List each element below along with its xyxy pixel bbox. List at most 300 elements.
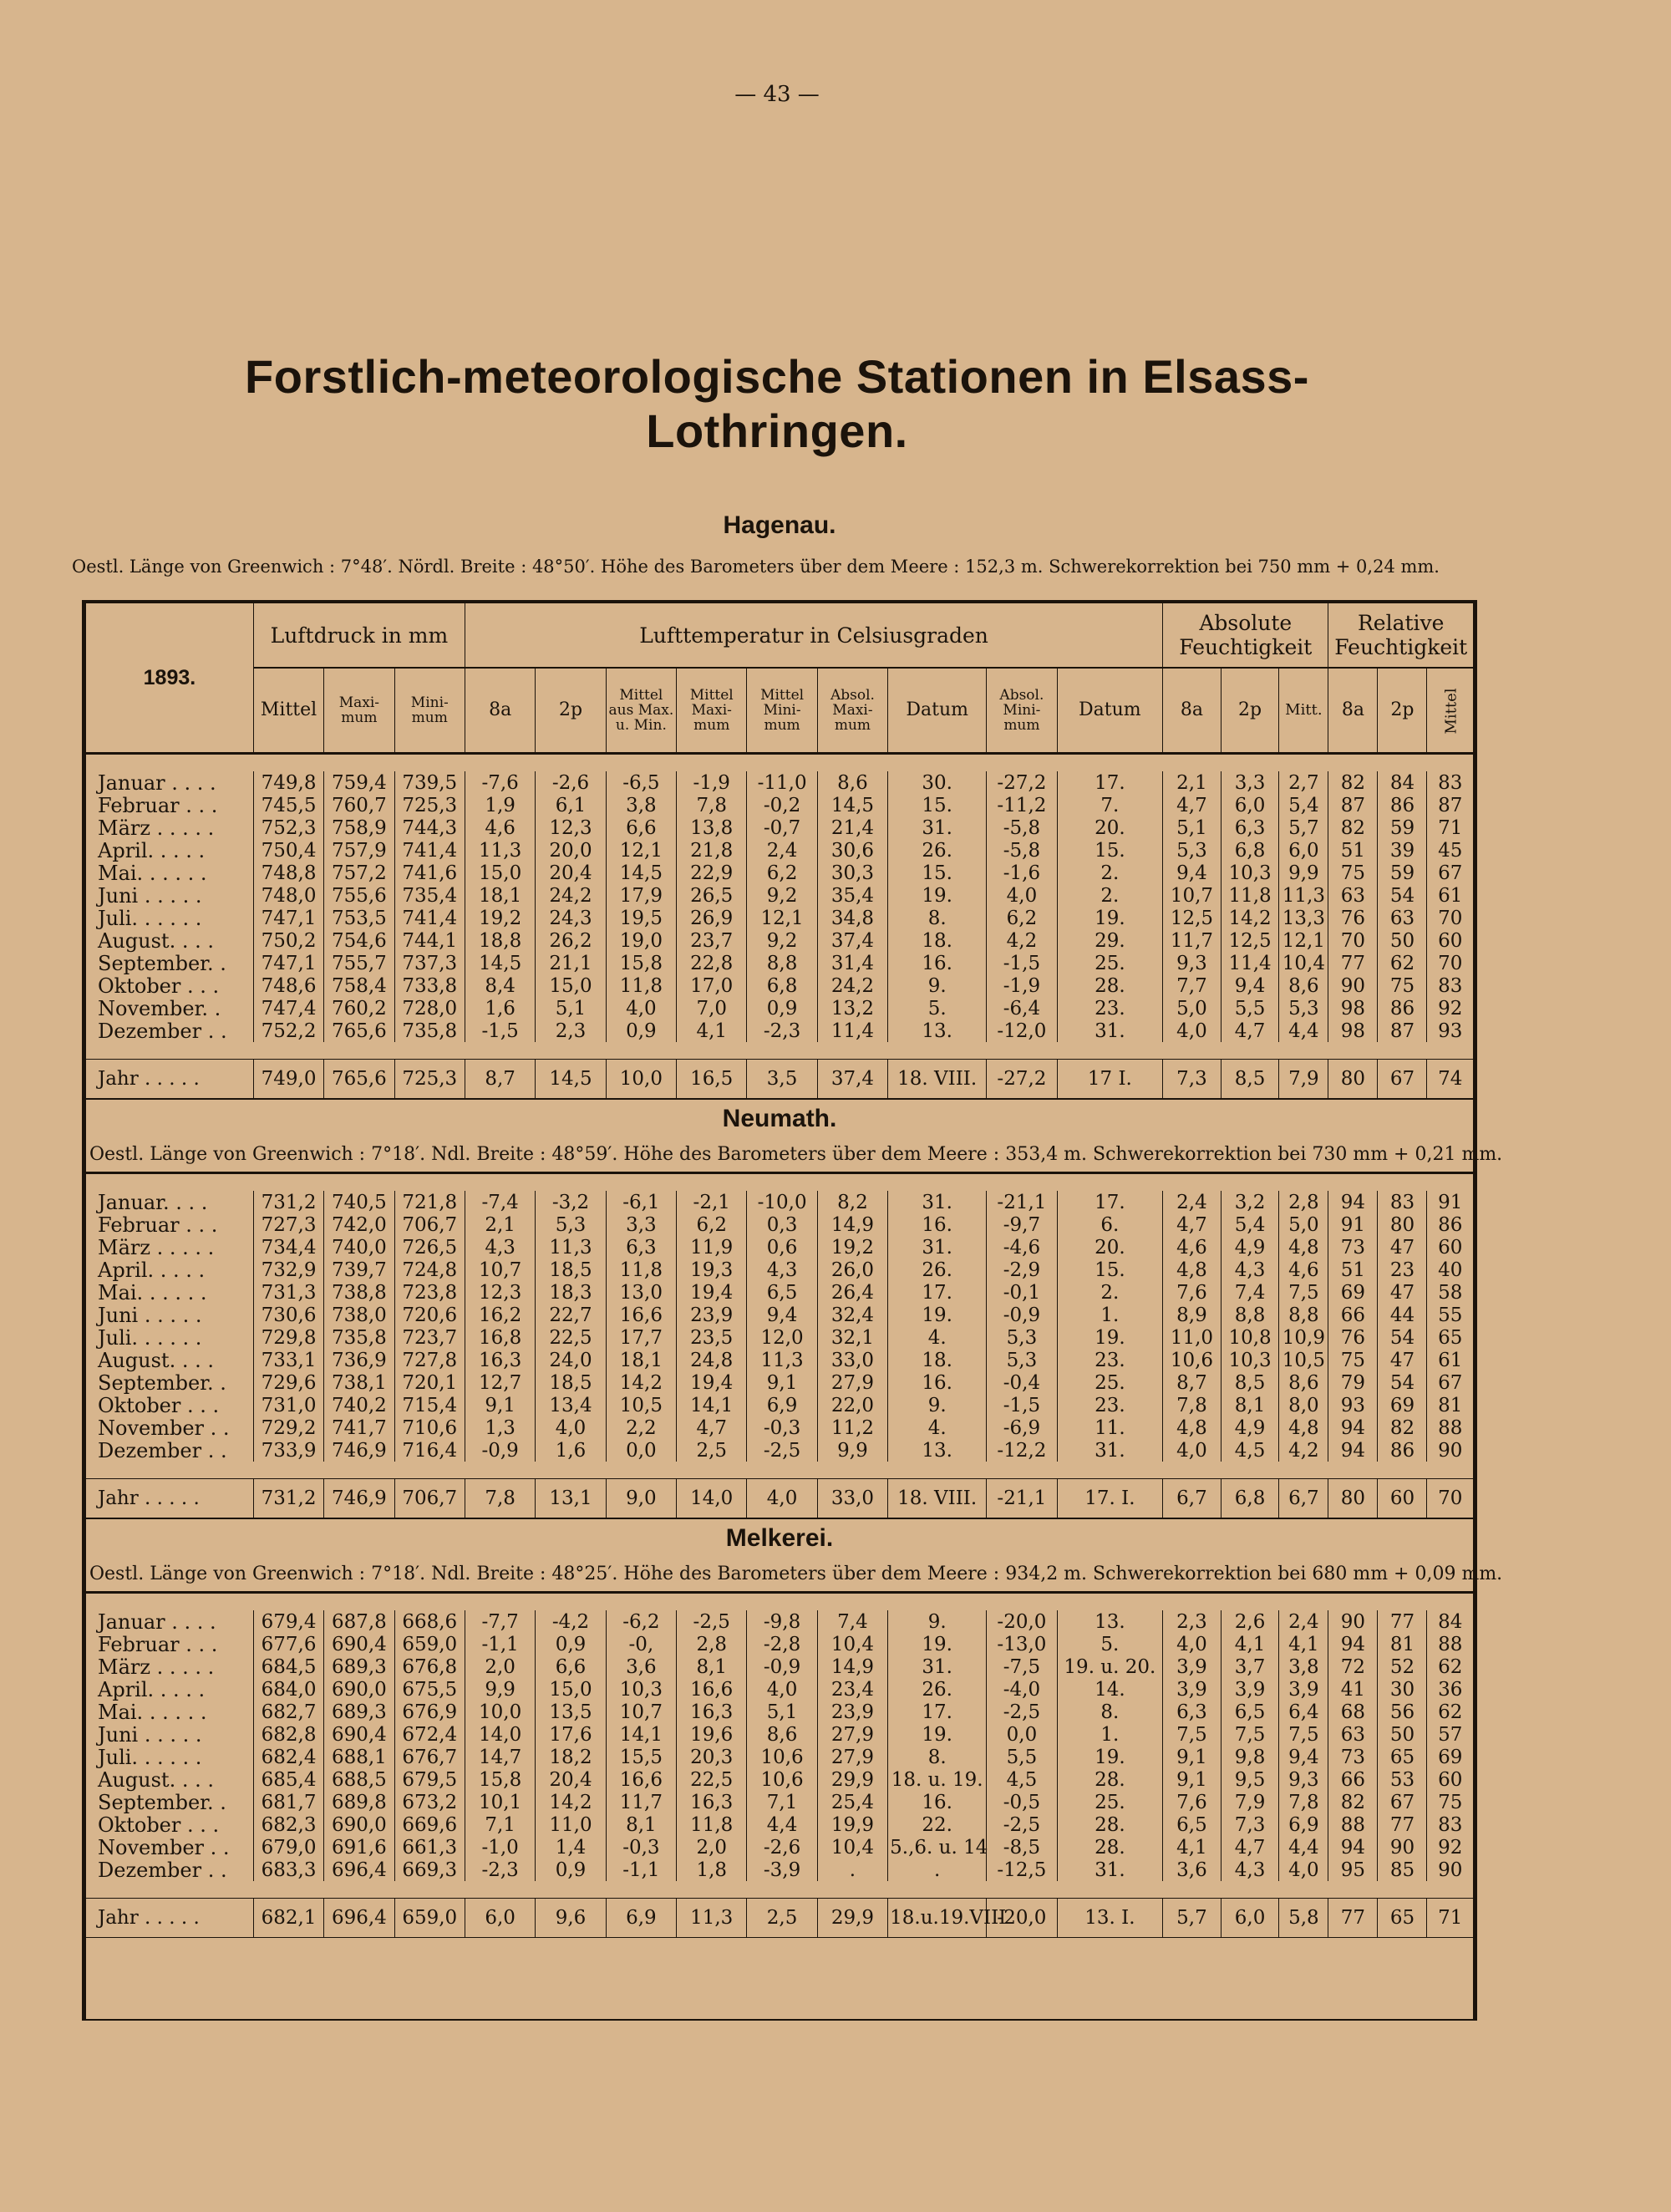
- table-cell: 4,7: [677, 1416, 747, 1439]
- table-cell: 10,3: [1221, 1349, 1279, 1371]
- table-cell: -4,2: [536, 1610, 606, 1633]
- table-cell: 17.: [888, 1281, 987, 1304]
- year-cell: 17 I.: [1057, 1060, 1163, 1100]
- year-cell: 682,1: [253, 1899, 323, 1938]
- table-cell: 17,9: [606, 884, 676, 907]
- table-cell: 2,7: [1279, 771, 1328, 794]
- table-cell: 10,4: [817, 1836, 887, 1859]
- table-row: [86, 1191, 1473, 1213]
- table-cell: 22,5: [677, 1768, 747, 1791]
- table-cell: 4,1: [1221, 1633, 1279, 1655]
- table-body: [86, 755, 1503, 1938]
- table-cell: 0,0: [606, 1439, 676, 1462]
- table-cell: 81: [1378, 1633, 1427, 1655]
- table-cell: 669,3: [394, 1859, 465, 1881]
- table-cell: -7,4: [465, 1191, 535, 1213]
- table-cell: 4,0: [1163, 1020, 1222, 1042]
- table-cell: -1,5: [465, 1020, 535, 1042]
- year-cell: -21,1: [987, 1479, 1057, 1519]
- table-cell: 15.: [1057, 1259, 1163, 1281]
- table-cell: 19,4: [677, 1281, 747, 1304]
- table-cell: 741,4: [394, 907, 465, 929]
- table-cell: 744,1: [394, 929, 465, 952]
- table-cell: 70: [1427, 952, 1473, 974]
- table-cell: 98: [1328, 997, 1378, 1020]
- table-cell: 669,6: [394, 1813, 465, 1836]
- table-cell: 675,5: [394, 1678, 465, 1701]
- spacer-row: [86, 755, 1473, 771]
- table-cell: 8,0: [1279, 1394, 1328, 1416]
- table-cell: 4,4: [747, 1813, 817, 1836]
- year-cell: 7,8: [465, 1479, 535, 1519]
- month-label: Oktober . . .: [98, 1393, 220, 1417]
- table-cell: 98: [1328, 1020, 1378, 1042]
- table-cell: 5,5: [1221, 997, 1279, 1020]
- station-coordinates: Oestl. Länge von Greenwich : 7°18′. Ndl. Breite : 48°59′. Höhe des Barometers über dem Meere : 353,4 m. Schwerekorrektion bei 730 mm + 0,21 mm.: [86, 1138, 1473, 1173]
- table-cell: 682,8: [253, 1723, 323, 1746]
- spacer-row: [86, 1593, 1473, 1611]
- table-cell: 16,6: [606, 1768, 676, 1791]
- table-row: [86, 816, 1473, 839]
- table-row: [86, 997, 1473, 1020]
- table-cell: -11,2: [987, 794, 1057, 816]
- table-cell: 10,5: [606, 1394, 676, 1416]
- table-cell: 5,4: [1221, 1213, 1279, 1236]
- table-cell: 684,5: [253, 1655, 323, 1678]
- table-cell: 23,5: [677, 1326, 747, 1349]
- table-cell: -12,2: [987, 1439, 1057, 1462]
- table-cell: 18.: [888, 929, 987, 952]
- month-label: April. . . . .: [98, 838, 206, 862]
- table-cell: 11,3: [536, 1236, 606, 1259]
- table-cell: 6,4: [1279, 1701, 1328, 1723]
- table-cell: 757,9: [324, 839, 394, 862]
- month-label: Mai. . . . . .: [98, 1700, 207, 1724]
- table-cell: 720,6: [394, 1304, 465, 1326]
- temperature-group-heading: Lufttemperatur in Celsiusgraden: [465, 603, 1162, 668]
- table-cell: 7,5: [1163, 1723, 1222, 1746]
- table-cell: 13,3: [1279, 907, 1328, 929]
- table-cell: 729,6: [253, 1371, 323, 1394]
- table-cell: 17,0: [677, 974, 747, 997]
- table-cell: 19,5: [606, 907, 676, 929]
- table-cell: 9.: [888, 1610, 987, 1633]
- table-cell: 14,9: [817, 1655, 887, 1678]
- table-cell: 21,8: [677, 839, 747, 862]
- table-cell: 3,3: [606, 1213, 676, 1236]
- table-cell: 750,4: [253, 839, 323, 862]
- table-cell: 4.: [888, 1326, 987, 1349]
- table-cell: 67: [1378, 1791, 1427, 1813]
- year-cell: 37,4: [817, 1060, 887, 1100]
- table-cell: 61: [1427, 1349, 1473, 1371]
- table-cell: -1,5: [987, 1394, 1057, 1416]
- year-cell: 13. I.: [1057, 1899, 1163, 1938]
- table-cell: 1,3: [465, 1416, 535, 1439]
- year-cell: 6,7: [1163, 1479, 1222, 1519]
- table-cell: 94: [1328, 1836, 1378, 1859]
- table-cell: 57: [1427, 1723, 1473, 1746]
- month-label: Dezember . .: [98, 1019, 227, 1043]
- table-cell: 19.: [888, 1723, 987, 1746]
- table-cell: -3,9: [747, 1859, 817, 1881]
- table-cell: -6,5: [606, 771, 676, 794]
- table-cell: 5,3: [536, 1213, 606, 1236]
- spacer-row: [86, 1462, 1473, 1479]
- table-cell: -12,0: [987, 1020, 1057, 1042]
- month-label: Dezember . .: [98, 1438, 227, 1462]
- table-cell: 71: [1427, 816, 1473, 839]
- table-cell: 724,8: [394, 1259, 465, 1281]
- table-cell: 728,0: [394, 997, 465, 1020]
- table-cell: 3,9: [1163, 1678, 1222, 1701]
- year-cell: 33,0: [817, 1479, 887, 1519]
- table-cell: 14,7: [465, 1746, 535, 1768]
- table-cell: 10,3: [606, 1678, 676, 1701]
- table-cell: 24,2: [817, 974, 887, 997]
- table-cell: 75: [1427, 1791, 1473, 1813]
- table-cell: 661,3: [394, 1836, 465, 1859]
- table-cell: -0,3: [747, 1416, 817, 1439]
- table-cell: 672,4: [394, 1723, 465, 1746]
- col-temp-2p: 2p: [536, 668, 606, 754]
- table-cell: 5,1: [1163, 816, 1222, 839]
- table-row: [86, 1259, 1473, 1281]
- table-cell: 82: [1328, 1791, 1378, 1813]
- table-cell: 47: [1378, 1349, 1427, 1371]
- year-cell: -27,2: [987, 1060, 1057, 1100]
- table-cell: 7,8: [1163, 1394, 1222, 1416]
- table-cell: 690,0: [324, 1678, 394, 1701]
- table-cell: 11,8: [677, 1813, 747, 1836]
- month-label: Juli. . . . . .: [98, 1325, 202, 1350]
- table-cell: 682,4: [253, 1746, 323, 1768]
- table-cell: 40: [1427, 1259, 1473, 1281]
- table-cell: 734,4: [253, 1236, 323, 1259]
- month-label: Februar . . .: [98, 1632, 218, 1656]
- table-cell: 18,5: [536, 1259, 606, 1281]
- table-cell: 95: [1328, 1859, 1378, 1881]
- table-cell: 26,0: [817, 1259, 887, 1281]
- table-cell: 19.: [888, 1633, 987, 1655]
- table-cell: 79: [1328, 1371, 1378, 1394]
- page-number: — 43 —: [734, 82, 820, 107]
- table-cell: 31.: [888, 1236, 987, 1259]
- table-cell: -1,9: [987, 974, 1057, 997]
- table-cell: 61: [1427, 884, 1473, 907]
- month-label: Januar. . . .: [98, 1190, 208, 1214]
- table-cell: -2,5: [987, 1701, 1057, 1723]
- table-cell: 10,4: [817, 1633, 887, 1655]
- table-cell: 76: [1328, 1326, 1378, 1349]
- table-cell: 2,1: [1163, 771, 1222, 794]
- table-cell: 8,1: [1221, 1394, 1279, 1416]
- table-cell: 18,1: [606, 1349, 676, 1371]
- table-cell: 87: [1427, 794, 1473, 816]
- table-cell: 19,4: [677, 1371, 747, 1394]
- table-row: [86, 974, 1473, 997]
- table-cell: 752,3: [253, 816, 323, 839]
- year-cell: 77: [1328, 1899, 1378, 1938]
- table-cell: 88: [1328, 1813, 1378, 1836]
- table-cell: 24,8: [677, 1349, 747, 1371]
- table-cell: 31.: [1057, 1859, 1163, 1881]
- table-cell: 18,5: [536, 1371, 606, 1394]
- table-cell: 19,3: [677, 1259, 747, 1281]
- table-cell: 3,6: [1163, 1859, 1222, 1881]
- table-cell: 28.: [1057, 1836, 1163, 1859]
- table-cell: 2,4: [1163, 1191, 1222, 1213]
- table-row: [86, 1304, 1473, 1326]
- table-cell: 31.: [888, 1655, 987, 1678]
- table-cell: 32,1: [817, 1326, 887, 1349]
- table-cell: -2,6: [536, 771, 606, 794]
- table-cell: 8,7: [1163, 1371, 1222, 1394]
- table-cell: 8,2: [817, 1191, 887, 1213]
- col-rel-hum-mean-label: Mittel: [1443, 687, 1461, 735]
- table-cell: 18,2: [536, 1746, 606, 1768]
- table-cell: 740,0: [324, 1236, 394, 1259]
- table-cell: 14,0: [465, 1723, 535, 1746]
- table-cell: 7,3: [1221, 1813, 1279, 1836]
- table-cell: 77: [1328, 952, 1378, 974]
- table-cell: 3,8: [1279, 1655, 1328, 1678]
- table-cell: 8.: [888, 1746, 987, 1768]
- table-cell: 679,4: [253, 1610, 323, 1633]
- table-cell: 4,1: [677, 1020, 747, 1042]
- table-cell: 67: [1427, 862, 1473, 884]
- table-cell: 746,9: [324, 1439, 394, 1462]
- table-cell: 54: [1378, 1326, 1427, 1349]
- table-cell: 7,5: [1221, 1723, 1279, 1746]
- year-cell: 7,3: [1163, 1060, 1222, 1100]
- month-label: November . .: [98, 1416, 230, 1440]
- table-cell: -0,7: [747, 816, 817, 839]
- table-cell: 11.: [1057, 1416, 1163, 1439]
- table-cell: 727,8: [394, 1349, 465, 1371]
- table-cell: 0,0: [987, 1723, 1057, 1746]
- table-cell: 673,2: [394, 1791, 465, 1813]
- spacer-row: [86, 1042, 1473, 1060]
- month-label: März . . . . .: [98, 816, 215, 840]
- table-cell: 742,0: [324, 1213, 394, 1236]
- table-cell: 4,3: [1221, 1859, 1279, 1881]
- table-cell: 8.: [888, 907, 987, 929]
- table-cell: 19,0: [606, 929, 676, 952]
- table-cell: -2,5: [747, 1439, 817, 1462]
- table-cell: 35,4: [817, 884, 887, 907]
- table-cell: 24,2: [536, 884, 606, 907]
- table-cell: 66: [1328, 1304, 1378, 1326]
- table-cell: 749,8: [253, 771, 323, 794]
- table-cell: 30,6: [817, 839, 887, 862]
- year-cell: 4,0: [747, 1479, 817, 1519]
- table-cell: 690,4: [324, 1633, 394, 1655]
- table-cell: 15,0: [536, 1678, 606, 1701]
- table-cell: 681,7: [253, 1791, 323, 1813]
- table-cell: 6,8: [1221, 839, 1279, 862]
- station-heading-row: [86, 1099, 1473, 1138]
- station-name: Melkerei.: [86, 1518, 1473, 1558]
- month-label: September. .: [98, 951, 226, 975]
- table-cell: 26,2: [536, 929, 606, 952]
- year-cell: 6,9: [606, 1899, 676, 1938]
- table-cell: 10,4: [1279, 952, 1328, 974]
- table-cell: 757,2: [324, 862, 394, 884]
- table-cell: 7,0: [677, 997, 747, 1020]
- table-cell: 90: [1378, 1836, 1427, 1859]
- table-cell: 3,6: [606, 1655, 676, 1678]
- table-cell: 30: [1378, 1678, 1427, 1701]
- table-row: [86, 771, 1473, 794]
- table-cell: 6,3: [606, 1236, 676, 1259]
- year-label: Jahr . . . . .: [86, 1479, 253, 1519]
- table-cell: 16.: [888, 1791, 987, 1813]
- year-cell: 8,7: [465, 1060, 535, 1100]
- table-cell: 9,2: [747, 884, 817, 907]
- table-cell: 16.: [888, 1213, 987, 1236]
- table-cell: 6,1: [536, 794, 606, 816]
- table-cell: 80: [1378, 1213, 1427, 1236]
- table-cell: 4,0: [987, 884, 1057, 907]
- table-cell: 13,8: [677, 816, 747, 839]
- table-cell: 73: [1328, 1236, 1378, 1259]
- table-cell: 5.,6. u. 14: [888, 1836, 987, 1859]
- table-cell: 9,3: [1279, 1768, 1328, 1791]
- table-cell: 726,5: [394, 1236, 465, 1259]
- table-cell: 45: [1427, 839, 1473, 862]
- table-row: [86, 1701, 1473, 1723]
- table-cell: 4,4: [1279, 1836, 1328, 1859]
- table-cell: 758,4: [324, 974, 394, 997]
- table-row: [86, 1349, 1473, 1371]
- table-cell: 16,6: [606, 1304, 676, 1326]
- year-cell: 80: [1328, 1060, 1378, 1100]
- year-cell: 74: [1427, 1060, 1473, 1100]
- table-cell: 10,3: [1221, 862, 1279, 884]
- table-cell: -4,0: [987, 1678, 1057, 1701]
- table-cell: 685,4: [253, 1768, 323, 1791]
- table-cell: -0,4: [987, 1371, 1057, 1394]
- table-cell: 92: [1427, 997, 1473, 1020]
- year-cell: 3,5: [747, 1060, 817, 1100]
- table-cell: 3,2: [1221, 1191, 1279, 1213]
- table-cell: 727,3: [253, 1213, 323, 1236]
- table-cell: 94: [1328, 1191, 1378, 1213]
- table-cell: 14,9: [817, 1213, 887, 1236]
- table-cell: 69: [1427, 1746, 1473, 1768]
- table-row: [86, 1236, 1473, 1259]
- table-row: [86, 1326, 1473, 1349]
- table-cell: 6,8: [747, 974, 817, 997]
- table-cell: 5,0: [1163, 997, 1222, 1020]
- table-cell: 15.: [888, 862, 987, 884]
- table-cell: 689,8: [324, 1791, 394, 1813]
- month-label: November . .: [98, 1835, 230, 1859]
- table-cell: 63: [1378, 907, 1427, 929]
- table-cell: 19,9: [817, 1813, 887, 1836]
- table-cell: -8,5: [987, 1836, 1057, 1859]
- table-cell: 20.: [1057, 816, 1163, 839]
- table-cell: 682,7: [253, 1701, 323, 1723]
- table-cell: 90: [1328, 974, 1378, 997]
- table-cell: 720,1: [394, 1371, 465, 1394]
- table-cell: 7,7: [1163, 974, 1222, 997]
- table-cell: 76: [1328, 907, 1378, 929]
- table-cell: 24,3: [536, 907, 606, 929]
- table-cell: 15,8: [606, 952, 676, 974]
- table-cell: 4,3: [747, 1259, 817, 1281]
- table-cell: 81: [1427, 1394, 1473, 1416]
- table-cell: 12,5: [1163, 907, 1222, 929]
- table-cell: 750,2: [253, 929, 323, 952]
- table-cell: 687,8: [324, 1610, 394, 1633]
- year-cell: 6,0: [465, 1899, 535, 1938]
- year-cell: 70: [1427, 1479, 1473, 1519]
- table-cell: 731,3: [253, 1281, 323, 1304]
- year-cell: 17. I.: [1057, 1479, 1163, 1519]
- month-label: März . . . . .: [98, 1655, 215, 1679]
- table-cell: 15.: [1057, 839, 1163, 862]
- year-cell: 80: [1328, 1479, 1378, 1519]
- table-cell: 696,4: [324, 1859, 394, 1881]
- table-cell: 710,6: [394, 1416, 465, 1439]
- year-cell: -20,0: [987, 1899, 1057, 1938]
- table-cell: 75: [1328, 862, 1378, 884]
- table-cell: 659,0: [394, 1633, 465, 1655]
- table-cell: 14,5: [606, 862, 676, 884]
- col-temp-max-date: Datum: [888, 668, 987, 754]
- table-cell: 12,0: [747, 1326, 817, 1349]
- table-cell: 13,2: [817, 997, 887, 1020]
- table-cell: 19.: [888, 1304, 987, 1326]
- col-abs-hum-mean: Mitt.: [1279, 668, 1328, 754]
- table-row: [86, 1723, 1473, 1746]
- table-cell: 18,1: [465, 884, 535, 907]
- month-label: April. . . . .: [98, 1258, 206, 1282]
- table-cell: 2,0: [677, 1836, 747, 1859]
- table-cell: 4,4: [1279, 1020, 1328, 1042]
- month-label: Februar . . .: [98, 1213, 218, 1237]
- table-cell: 741,6: [394, 862, 465, 884]
- table-cell: 19,2: [817, 1236, 887, 1259]
- table-cell: 16,8: [465, 1326, 535, 1349]
- table-cell: 31.: [888, 1191, 987, 1213]
- table-cell: 735,8: [324, 1326, 394, 1349]
- table-cell: 4,6: [1163, 1236, 1222, 1259]
- table-cell: -1,6: [987, 862, 1057, 884]
- col-temp-mean-max: Mittel Maxi- mum: [677, 668, 747, 754]
- table-cell: 19,6: [677, 1723, 747, 1746]
- table-cell: -6,2: [606, 1610, 676, 1633]
- table-cell: 69: [1328, 1281, 1378, 1304]
- table-cell: 7,1: [465, 1813, 535, 1836]
- table-cell: 4,9: [1221, 1236, 1279, 1259]
- table-cell: 7,4: [817, 1610, 887, 1633]
- year-cell: 5,8: [1279, 1899, 1328, 1938]
- page-title: Forstlich-meteorologische Stationen in Elsass-Lothringen.: [245, 350, 1309, 457]
- table-cell: 731,2: [253, 1191, 323, 1213]
- table-cell: 8,8: [1279, 1304, 1328, 1326]
- table-cell: -2,6: [747, 1836, 817, 1859]
- table-row: [86, 1746, 1473, 1768]
- table-cell: 4,7: [1163, 1213, 1222, 1236]
- table-cell: 676,7: [394, 1746, 465, 1768]
- table-cell: -7,5: [987, 1655, 1057, 1678]
- col-rel-hum-2p: 2p: [1378, 668, 1427, 754]
- table-cell: 31,4: [817, 952, 887, 974]
- table-cell: 59: [1378, 862, 1427, 884]
